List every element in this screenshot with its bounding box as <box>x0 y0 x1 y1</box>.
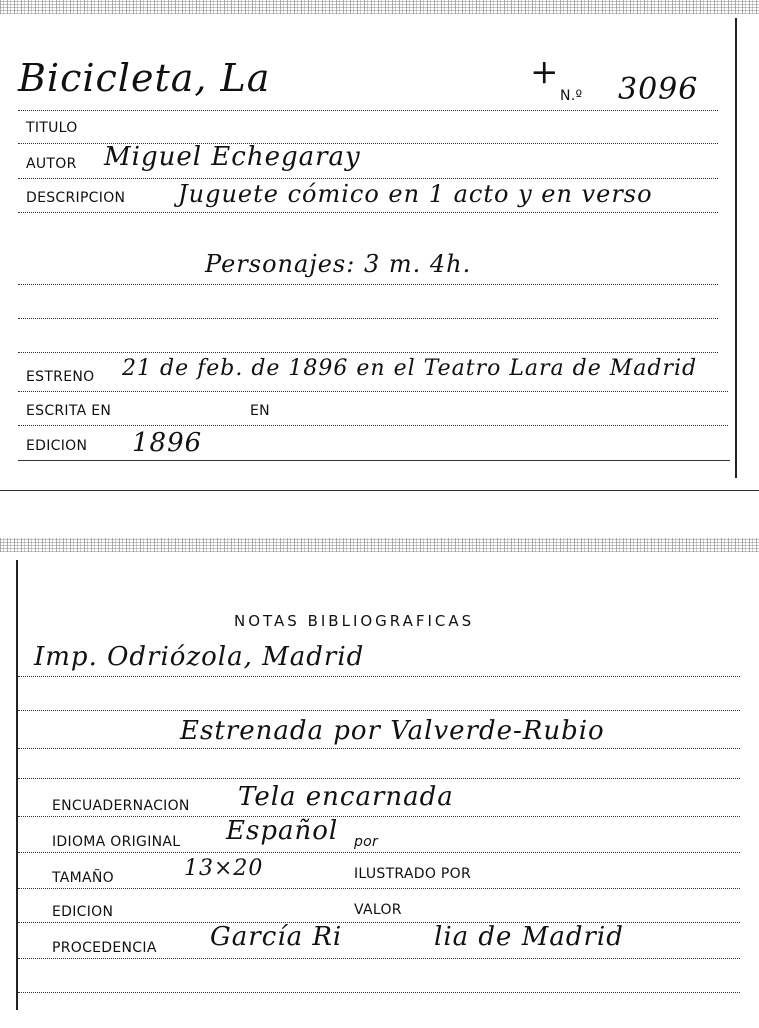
cross-mark: + <box>530 52 560 92</box>
label-tamano: TAMAÑO <box>52 870 114 886</box>
line-personajes <box>18 284 718 285</box>
value-edicion: 1896 <box>132 428 203 458</box>
label-escrita-en: ESCRITA EN <box>26 403 112 419</box>
title-handwritten: Bicicleta, La <box>18 56 271 100</box>
label-estreno: ESTRENO <box>26 369 95 385</box>
number-label: N.º <box>560 88 583 104</box>
card-top-bottom-edge <box>0 490 759 491</box>
notes-header: NOTAS BIBLIOGRAFICAS <box>234 612 475 630</box>
line-blank-1 <box>18 318 718 319</box>
value-encuadernacion: Tela encarnada <box>238 782 454 812</box>
catalog-card-top <box>0 0 759 495</box>
label-ilustrado: ILUSTRADO POR <box>354 866 471 882</box>
label-procedencia: PROCEDENCIA <box>52 940 157 956</box>
line-autor <box>18 178 718 179</box>
value-personajes: Personajes: 3 m. 4h. <box>205 250 472 278</box>
value-descripcion: Juguete cómico en 1 acto y en verso <box>178 180 653 208</box>
value-tamano: 13×20 <box>184 856 264 881</box>
line-final <box>18 992 740 993</box>
note-estrenada: Estrenada por Valverde-Rubio <box>180 716 605 746</box>
label-por: por <box>354 834 379 850</box>
label-idioma: IDIOMA ORIGINAL <box>52 834 181 850</box>
line-blank-2 <box>18 352 718 353</box>
card-top-right-border <box>735 18 737 478</box>
line-note-4 <box>18 778 740 779</box>
line-tamano <box>18 888 740 889</box>
card-bottom-edge <box>0 538 759 552</box>
line-estreno <box>18 391 728 392</box>
value-idioma: Español <box>226 816 339 846</box>
label-descripcion: DESCRIPCION <box>26 190 126 206</box>
record-number: 3096 <box>618 72 699 107</box>
line-descripcion <box>18 212 718 213</box>
line-note-3 <box>18 748 740 749</box>
card-bottom-left-border <box>16 560 18 1010</box>
label-en: EN <box>250 403 270 419</box>
label-autor: AUTOR <box>26 156 77 172</box>
note-imprenta: Imp. Odriózola, Madrid <box>34 642 365 672</box>
ink-void <box>348 924 428 990</box>
line-edicion <box>18 460 730 461</box>
label-edicion-2: EDICION <box>52 904 114 920</box>
label-titulo: TITULO <box>26 120 78 136</box>
label-edicion: EDICION <box>26 438 88 454</box>
value-estreno: 21 de feb. de 1896 en el Teatro Lara de Madrid <box>122 356 698 381</box>
card-top-edge <box>0 0 759 14</box>
line-edicion-2 <box>18 922 740 923</box>
label-valor: VALOR <box>354 902 402 918</box>
line-idioma <box>18 852 740 853</box>
line-escrita <box>18 425 728 426</box>
line-title <box>18 110 718 111</box>
line-note-2 <box>18 710 740 711</box>
catalog-card-bottom <box>0 538 759 1028</box>
value-autor: Miguel Echegaray <box>104 142 361 172</box>
value-procedencia-left: García Ri <box>210 922 343 952</box>
line-procedencia <box>18 958 740 959</box>
line-note-1 <box>18 676 740 677</box>
line-encuadernacion <box>18 816 740 817</box>
value-procedencia-right: lia de Madrid <box>434 922 624 952</box>
label-encuadernacion: ENCUADERNACION <box>52 798 190 814</box>
